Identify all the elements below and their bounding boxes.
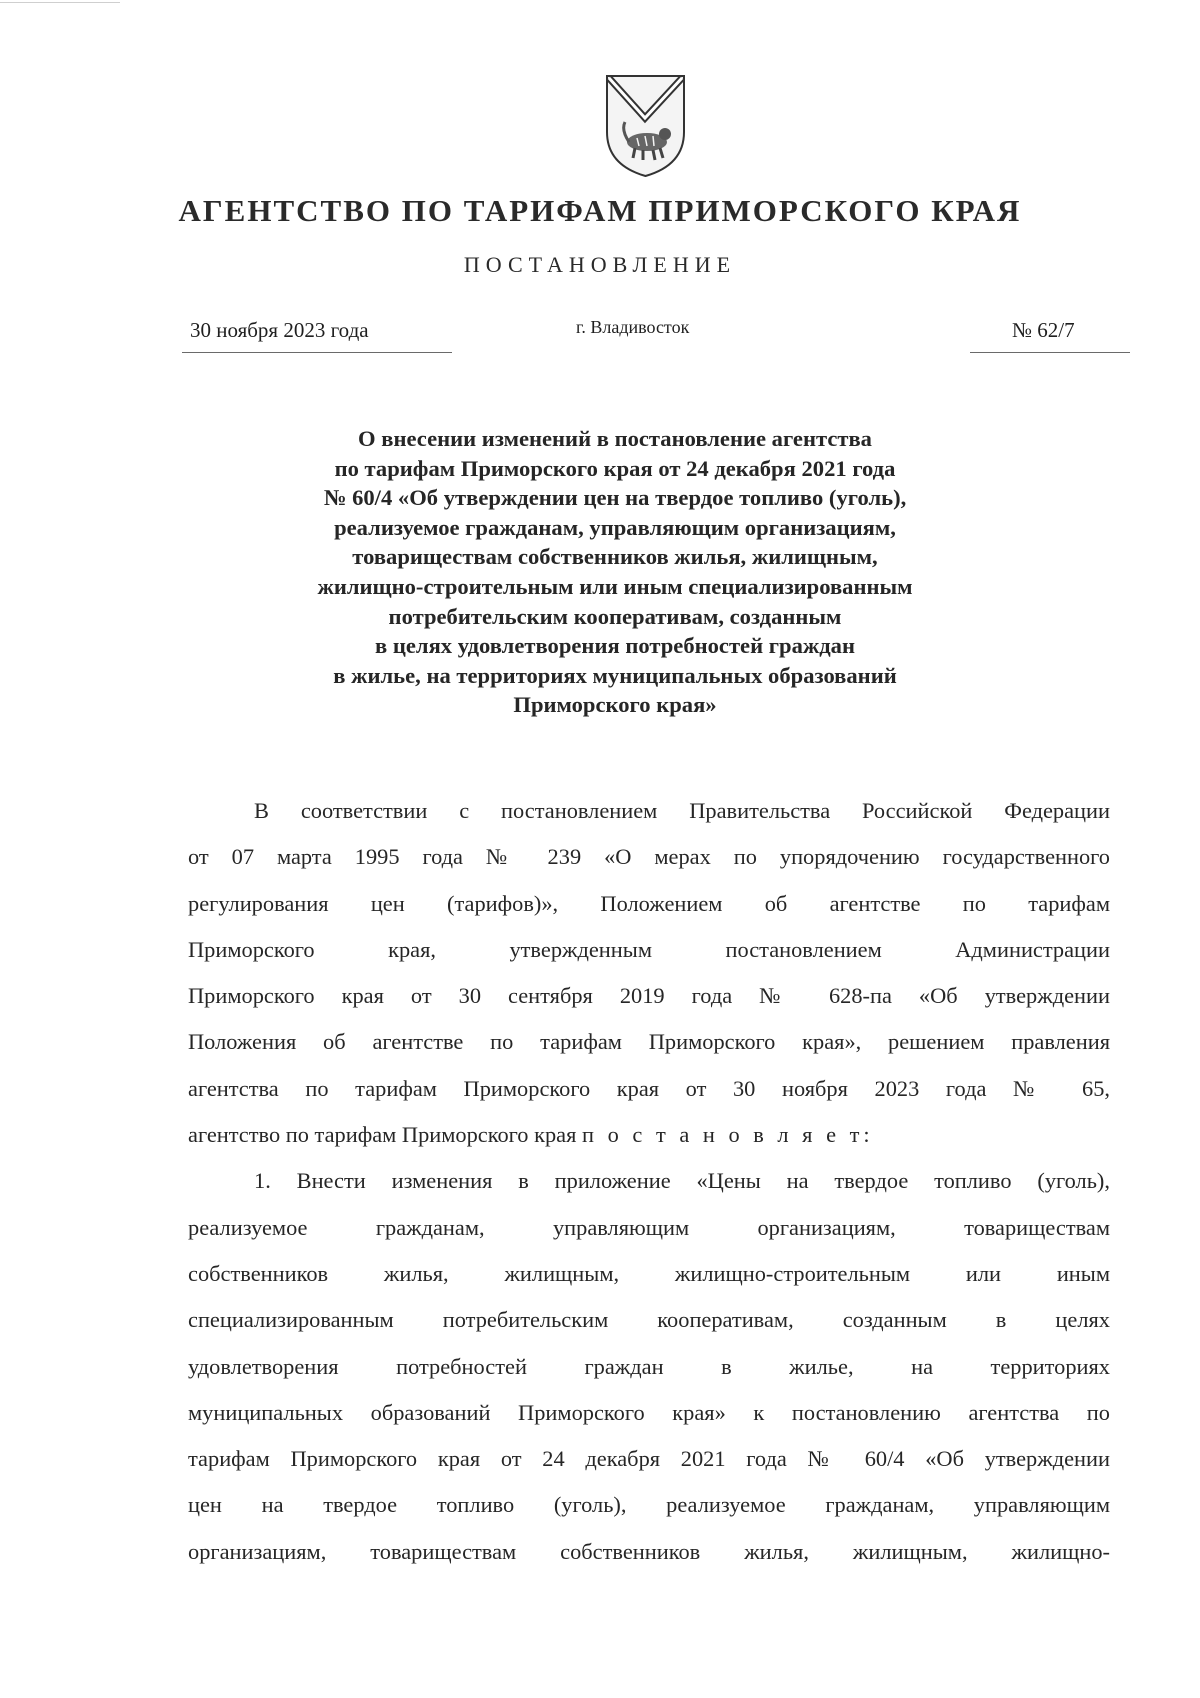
- subject-line: О внесении изменений в постановление агентства: [358, 426, 872, 451]
- subject-line: товариществам собственников жилья, жилищным,: [352, 544, 878, 570]
- preamble-line: агентства по тарифам Приморского края от 30 ноября 2023 года № 65,: [188, 1075, 1110, 1101]
- subject-line: в жилье, на территориях муниципальных образований: [333, 662, 897, 688]
- preamble-line: Приморского края, утвержденным постановлением Администрации: [188, 936, 1110, 962]
- subject-line: № 60/4 «Об утверждении цен на твердое топливо (уголь),: [323, 485, 907, 511]
- item1-line: цен на твердое топливо (уголь), реализуемое гражданам, управляющим: [188, 1492, 1110, 1518]
- resolve-line: [188, 1112, 1110, 1158]
- document-city: г. Владивосток: [576, 317, 690, 337]
- item1-line: реализуемое гражданам, управляющим организациям, товариществам: [188, 1214, 1110, 1240]
- subject-line: потребительским кооперативам, созданным: [388, 603, 842, 629]
- item1-line: удовлетворения потребностей граждан в жилье, на территориях: [188, 1353, 1110, 1379]
- date-underline: [182, 352, 452, 353]
- subject-line: в целях удовлетворения потребностей граждан: [375, 633, 855, 659]
- resolve-prefix: агентство по тарифам Приморского края: [188, 1122, 577, 1148]
- item1-line: 1. Внести изменения в приложение «Цены на твердое топливо (уголь),: [254, 1168, 1110, 1194]
- document-date: 30 ноября 2023 года: [190, 318, 369, 342]
- scan-artifact-line: [0, 2, 120, 3]
- resolve-word: п о с т а н о в л я е т:: [582, 1122, 874, 1148]
- subject-line: Приморского края»: [513, 692, 717, 718]
- subject-line: жилищно-строительным или иным специализированным: [317, 573, 913, 599]
- preamble-line: Положения об агентстве по тарифам Приморского края», решением правления: [188, 1029, 1110, 1055]
- item1-line: организациям, товариществам собственников жилья, жилищным, жилищно-: [188, 1538, 1110, 1564]
- document-type: ПОСТАНОВЛЕНИЕ: [463, 252, 737, 277]
- number-underline: [970, 352, 1130, 353]
- preamble-line: регулирования цен (тарифов)», Положением об агентстве по тарифам: [188, 890, 1110, 916]
- document-number: № 62/7: [1012, 318, 1075, 342]
- preamble-line: Приморского края от 30 сентября 2019 года № 628-па «Об утверждении: [188, 983, 1110, 1009]
- subject-line: реализуемое гражданам, управляющим организациям,: [334, 514, 896, 540]
- item1-line: тарифам Приморского края от 24 декабря 2021 года № 60/4 «Об утверждении: [188, 1446, 1110, 1472]
- agency-title: АГЕНТСТВО ПО ТАРИФАМ ПРИМОРСКОГО КРАЯ: [178, 193, 1022, 228]
- subject-line: по тарифам Приморского края от 24 декабря 2021 года: [334, 455, 896, 481]
- document-subject: [190, 424, 1040, 720]
- document-body: [188, 788, 1110, 1575]
- preamble-line: В соответствии с постановлением Правительства Российской Федерации: [254, 798, 1110, 823]
- preamble-line: от 07 марта 1995 года № 239 «О мерах по упорядочению государственного: [188, 844, 1110, 870]
- item1-line: собственников жилья, жилищным, жилищно-строительным или иным: [188, 1260, 1110, 1286]
- item1-line: муниципальных образований Приморского края» к постановлению агентства по: [188, 1399, 1110, 1425]
- coat-of-arms-emblem: [603, 70, 688, 180]
- item1-line: специализированным потребительским кооперативам, созданным в целях: [188, 1307, 1110, 1333]
